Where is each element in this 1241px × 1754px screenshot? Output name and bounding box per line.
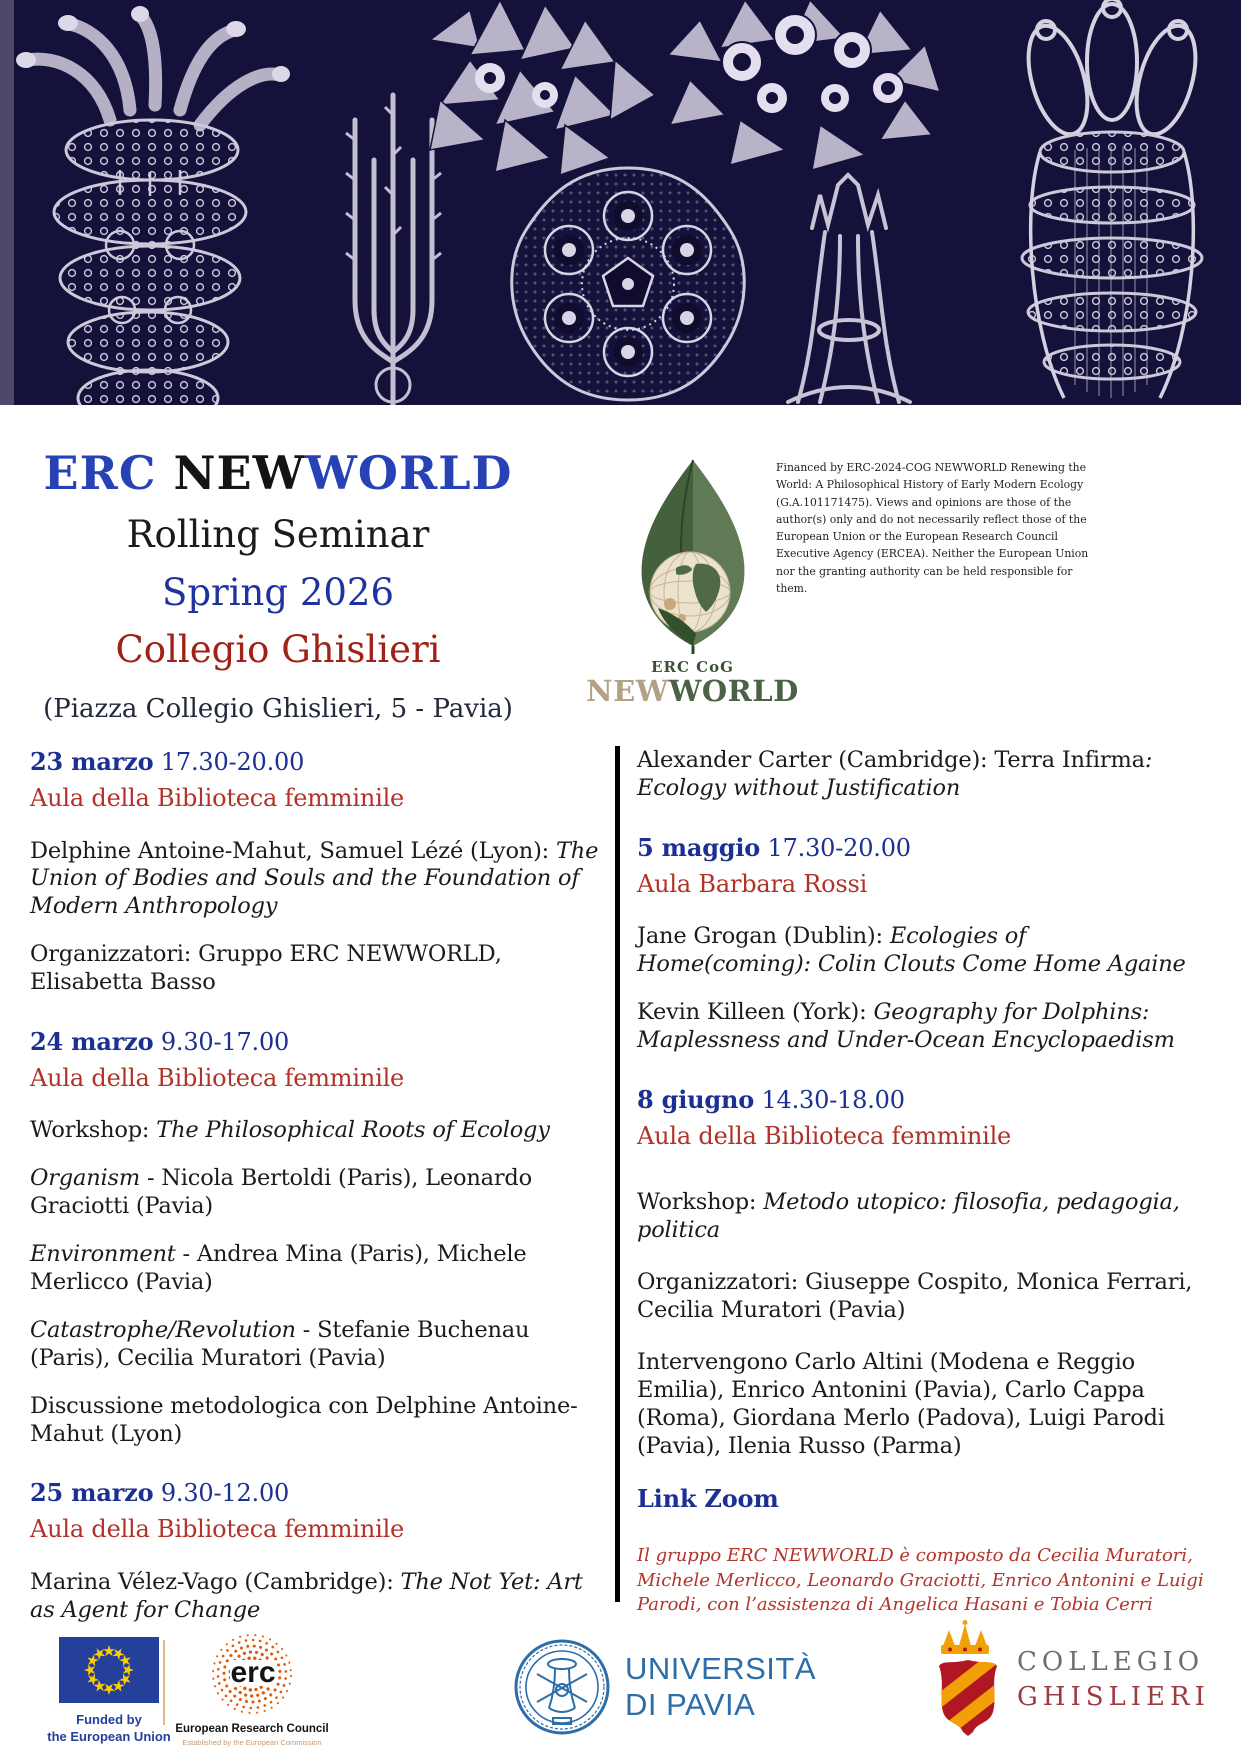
event-venue: Aula della Biblioteca femminile <box>637 1121 1012 1150</box>
ghislieri-crest-icon <box>935 1620 1001 1738</box>
event-venue: Aula Barbara Rossi <box>637 869 868 898</box>
event-paragraph <box>637 1349 1205 1461</box>
logo-newworld-label <box>585 674 800 708</box>
event-venue: Aula della Biblioteca femminile <box>30 783 405 812</box>
speaker-text: Organizzatori: Giuseppe Cospito, Monica Ferrari, Cecilia Muratori (Pavia) <box>637 1269 1193 1324</box>
talk-title: Il gruppo ERC NEWWORLD è composto da Cecilia Muratori, Michele Merlicco, Leonardo Graciotti, Enrico Antonini e Luigi Parodi, con l’assistenza di Angelica Hasani e Tobia Cerri <box>637 1545 1204 1615</box>
event-datetime <box>30 747 608 778</box>
erc-acronym: erc <box>230 1656 276 1689</box>
subtitle: Rolling Seminar <box>126 512 430 556</box>
event-paragraph <box>637 923 1205 979</box>
events-column-left <box>30 747 608 1625</box>
talk-title: Metodo utopico: filosofia, pedagogia, politica <box>637 1189 1180 1244</box>
speaker-text: Alexander Carter (Cambridge): Terra Infirma <box>637 747 1145 773</box>
project-logo-block <box>585 456 800 708</box>
title-new: NEW <box>173 446 306 500</box>
event-datetime <box>637 1085 1205 1116</box>
event-datetime <box>30 1027 608 1058</box>
event-paragraph <box>30 941 608 997</box>
event-paragraph <box>637 999 1205 1055</box>
event-date: 8 giugno <box>637 1084 755 1114</box>
event-paragraph <box>637 1189 1205 1245</box>
unipv-logo-block <box>513 1638 816 1736</box>
logo-new: NEW <box>586 674 669 708</box>
footer-separator <box>163 1640 165 1725</box>
event-paragraph <box>30 1317 608 1373</box>
column-divider <box>615 746 620 1602</box>
event-date: 23 marzo <box>30 747 154 776</box>
funding-disclaimer: Financed by ERC-2024-COG NEWWORLD Renewing the World: A Philosophical History of Early Modern Ecology (G.A.101171475). Views and opinions are those of the author(s) only and do not necessarily reflect those of the European Union or the European Research Council Executive Agency (ERCEA). Neither the European Union nor the granting authority can be held responsible for them. <box>776 461 1089 595</box>
page-title <box>0 448 556 499</box>
speaker-text: Workshop: <box>637 1189 764 1216</box>
header-engraving-illustration <box>0 0 1241 405</box>
ghislieri-line1: COLLEGIO <box>1017 1646 1205 1677</box>
event-time: 9.30-12.00 <box>160 1479 290 1508</box>
event-datetime <box>637 833 1205 864</box>
talk-title: Ecologies of Home(coming): Colin Clouts Come Home Againe <box>637 923 1186 978</box>
leaf-globe-logo-icon <box>618 456 768 654</box>
event-time: 9.30-17.00 <box>160 1027 290 1056</box>
talk-title: The Union of Bodies and Souls and the Foundation of Modern Anthropology <box>30 837 599 920</box>
events-column-right <box>637 747 1205 1617</box>
title-erc: ERC <box>43 446 174 500</box>
event-paragraph <box>637 747 1205 803</box>
erc-caption: Established by the European Commission <box>182 1738 322 1747</box>
event-time: 17.30-20.00 <box>160 748 305 776</box>
address: (Piazza Collegio Ghislieri, 5 - Pavia) <box>43 693 513 724</box>
eu-funding-block <box>44 1637 174 1746</box>
eu-funded-line2: the European Union <box>47 1728 171 1744</box>
speaker-text: - Nicola Bertoldi (Paris), Leonardo Graciotti (Pavia) <box>30 1165 532 1220</box>
erc-logo-block <box>172 1632 332 1747</box>
talk-title: Environment <box>30 1241 176 1268</box>
event-paragraph <box>30 838 608 922</box>
speaker-text: Delphine Antoine-Mahut, Samuel Lézé (Lyon): <box>30 837 556 864</box>
group-note <box>637 1544 1205 1617</box>
unipv-line2: DI PAVIA <box>625 1687 756 1722</box>
talk-title: The Not Yet: Art as Agent for Change <box>30 1568 583 1623</box>
event-paragraph <box>637 1269 1205 1325</box>
speaker-text: Organizzatori: Gruppo ERC NEWWORLD, Elisabetta Basso <box>30 941 502 996</box>
talk-title: : Ecology without Justification <box>637 747 1153 801</box>
ghislieri-line2: GHISLIERI <box>1017 1681 1210 1712</box>
speaker-text: Discussione metodologica con Delphine Antoine-Mahut (Lyon) <box>30 1392 578 1447</box>
logo-erc-cog-label: ERC CoG <box>651 658 734 676</box>
unipv-line1: UNIVERSITÀ <box>625 1651 817 1687</box>
talk-title: The Philosophical Roots of Ecology <box>156 1117 550 1144</box>
zoom-link[interactable]: Link Zoom <box>637 1484 779 1514</box>
erc-name: European Research Council <box>175 1723 329 1735</box>
event-paragraph <box>30 1569 608 1625</box>
event-date: 5 maggio <box>637 832 761 862</box>
event-paragraph <box>30 1393 608 1449</box>
season: Spring 2026 <box>162 571 394 615</box>
event-time: 17.30-20.00 <box>767 833 911 862</box>
speaker-text: Intervengono Carlo Altini (Modena e Reggio Emilia), Enrico Antonini (Pavia), Carlo Cappa (Roma), Giordana Merlo (Padova), Luigi Parodi (Pavia), Ilenia Russo (Parma) <box>637 1348 1165 1459</box>
event-date: 24 marzo <box>30 1026 154 1056</box>
eu-funded-line1: Funded by <box>76 1712 142 1727</box>
logo-world: WORLD <box>668 674 799 708</box>
unipv-seal-icon <box>513 1638 611 1736</box>
college-name: Collegio Ghislieri <box>115 627 441 671</box>
event-venue: Aula della Biblioteca femminile <box>30 1515 405 1544</box>
event-paragraph <box>30 1241 608 1297</box>
event-time: 14.30-18.00 <box>761 1085 905 1114</box>
speaker-text: Jane Grogan (Dublin): <box>637 923 890 950</box>
title-world: WORLD <box>305 446 513 500</box>
event-paragraph <box>30 1165 608 1221</box>
ghislieri-logo-block <box>935 1620 1210 1738</box>
erc-sunburst-icon <box>210 1632 294 1716</box>
event-datetime <box>30 1478 608 1509</box>
event-date: 25 marzo <box>30 1478 154 1508</box>
speaker-text: - Stefanie Buchenau (Paris), Cecilia Muratori (Pavia) <box>30 1316 530 1371</box>
talk-title: Catastrophe/Revolution <box>30 1316 296 1343</box>
event-paragraph <box>30 1117 608 1145</box>
talk-title: Organism <box>30 1165 140 1192</box>
talk-title: Geography for Dolphins: Maplessness and Under-Ocean Encyclopaedism <box>637 999 1175 1053</box>
eu-flag-icon <box>59 1637 159 1703</box>
event-venue: Aula della Biblioteca femminile <box>30 1063 405 1092</box>
title-block <box>0 448 556 723</box>
speaker-text: - Andrea Mina (Paris), Michele Merlicco (Pavia) <box>30 1241 527 1296</box>
speaker-text: Workshop: <box>30 1117 157 1144</box>
speaker-text: Marina Vélez-Vago (Cambridge): <box>30 1568 401 1595</box>
speaker-text: Kevin Killeen (York): <box>637 999 874 1026</box>
